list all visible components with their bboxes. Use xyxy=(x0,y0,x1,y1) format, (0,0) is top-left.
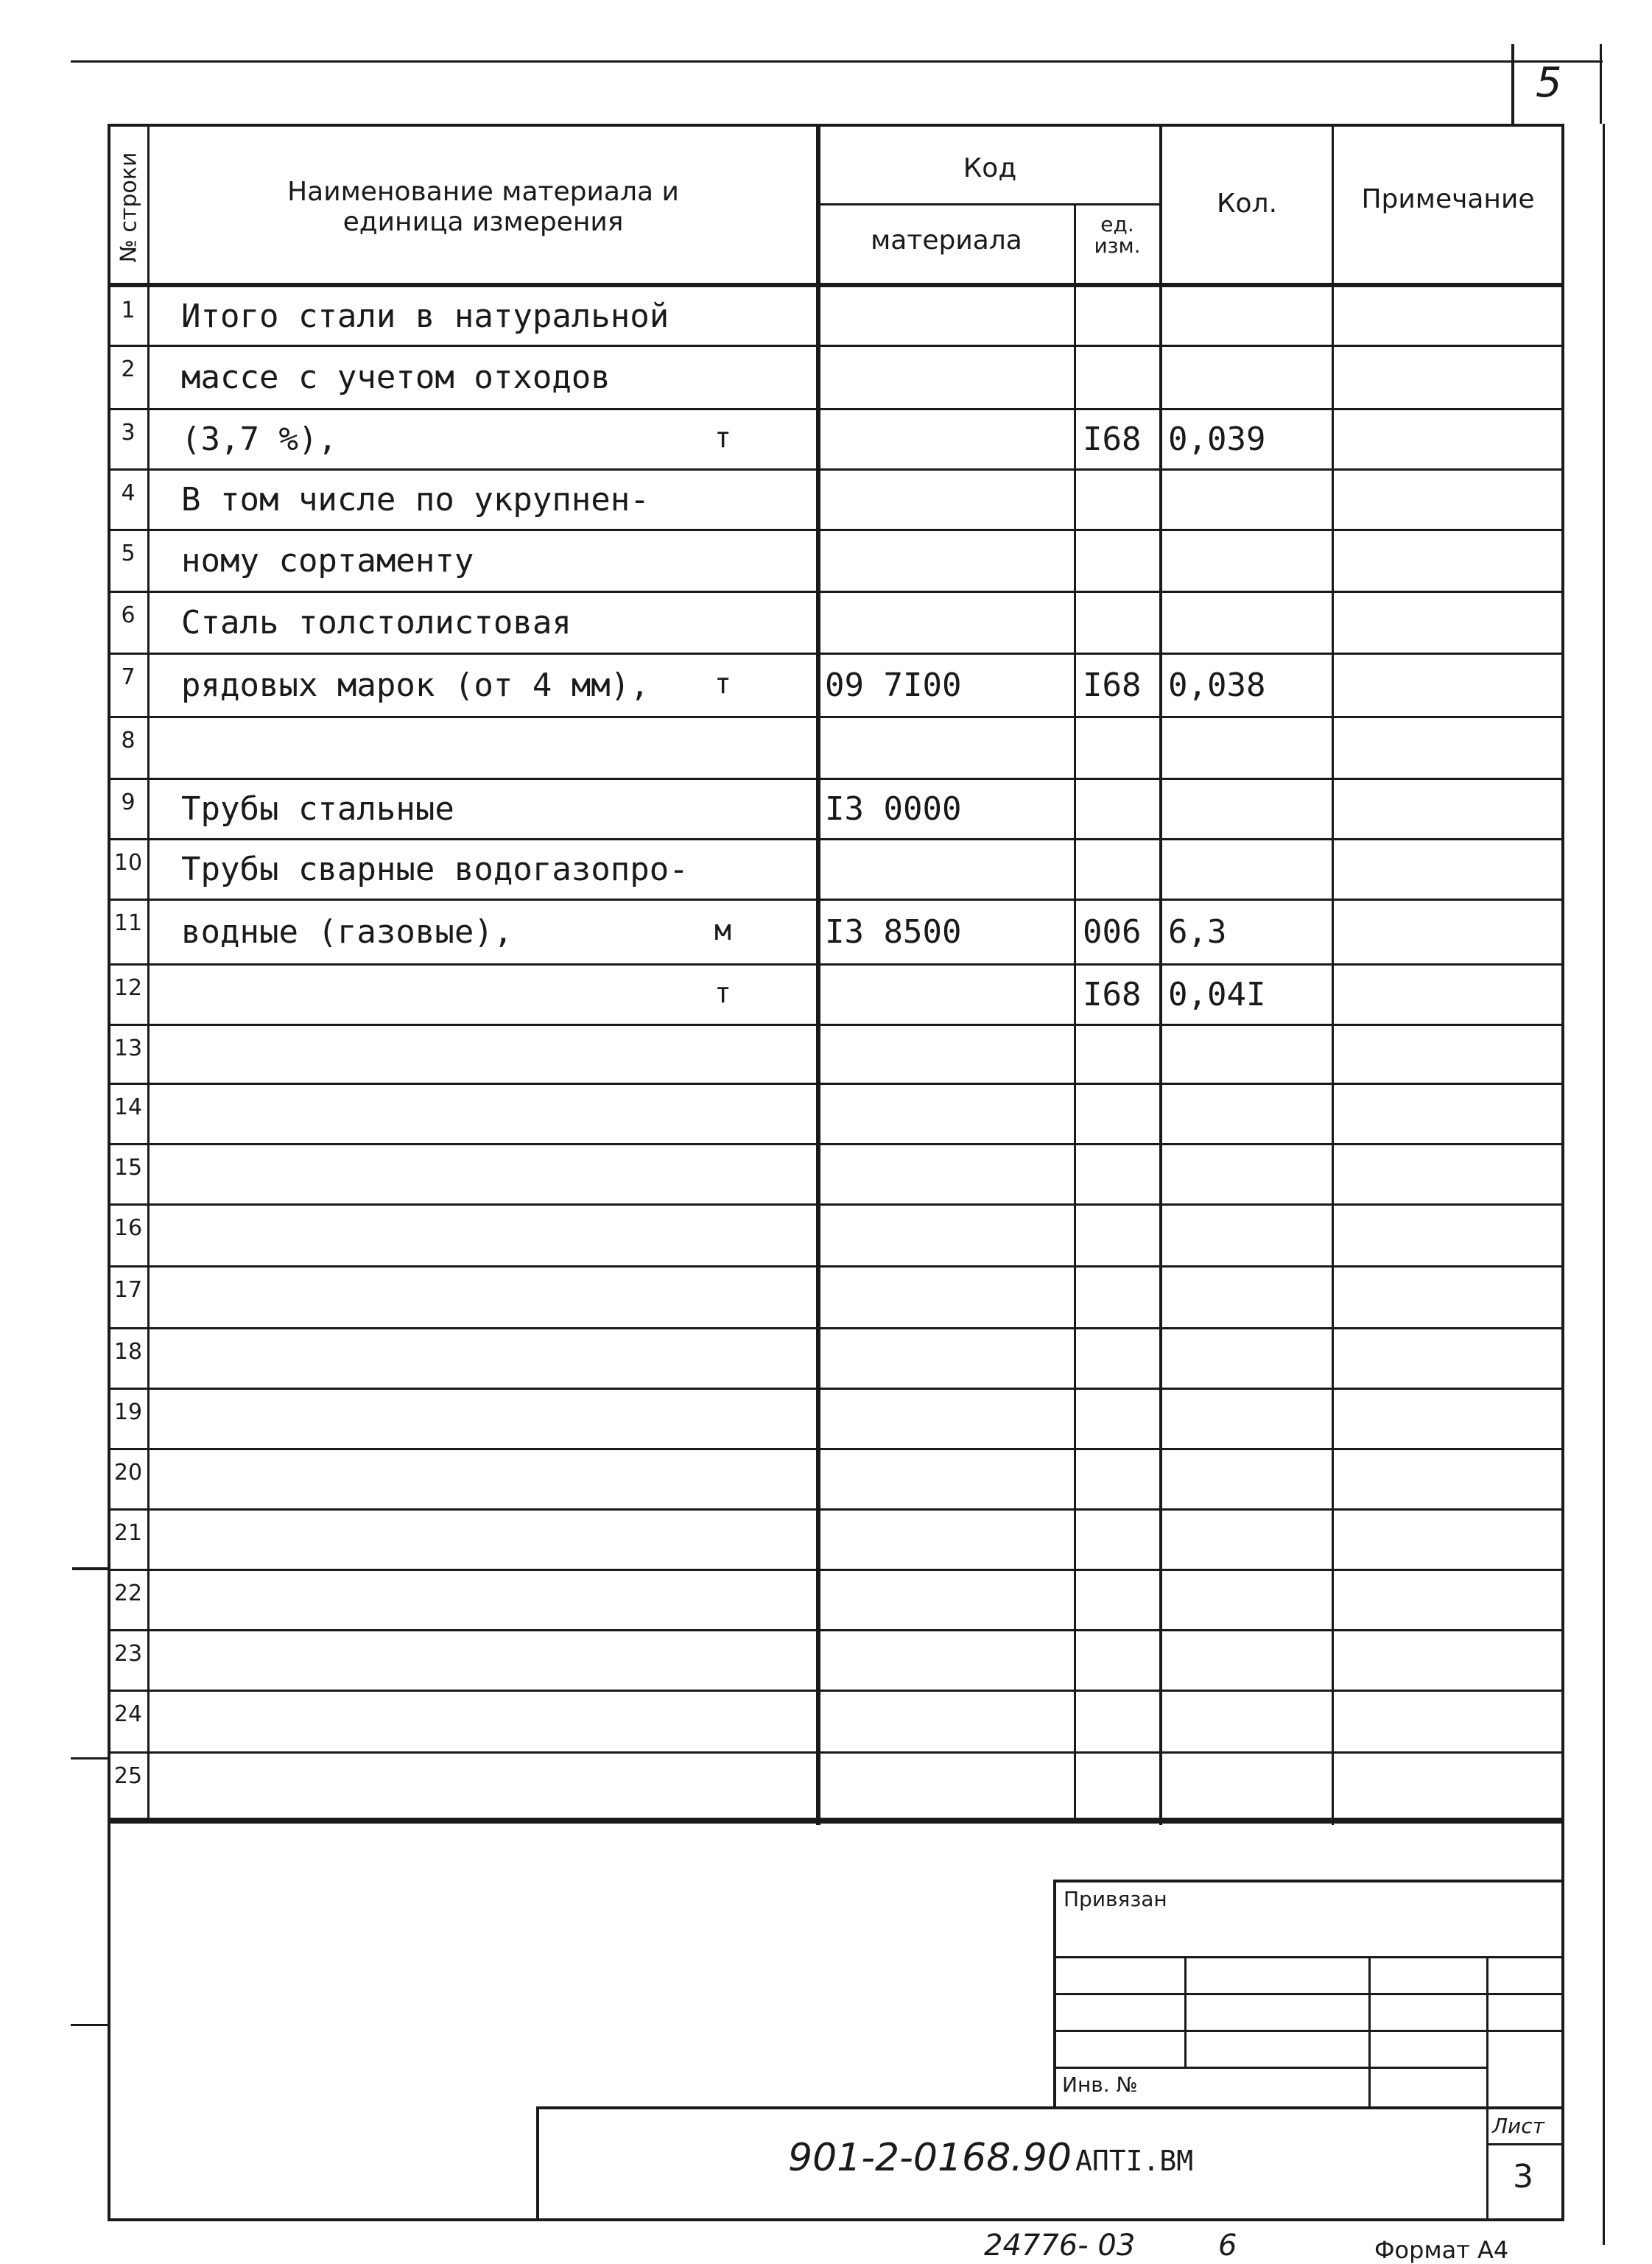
row-number: 22 xyxy=(113,1581,143,1606)
row-separator xyxy=(109,468,1563,471)
row-number: 15 xyxy=(113,1155,143,1181)
material-name: Трубы стальные xyxy=(181,790,454,828)
sheet-value: 3 xyxy=(1513,2158,1533,2196)
row-number: 23 xyxy=(113,1641,143,1667)
material-name: водные (газовые), xyxy=(181,913,513,951)
row-number: 25 xyxy=(113,1763,143,1789)
row-number: 21 xyxy=(113,1520,143,1546)
row-separator xyxy=(109,591,1563,593)
col-div-mat xyxy=(1074,203,1076,1824)
code-material-header: материала xyxy=(871,225,1022,256)
material-code: I3 0000 xyxy=(825,790,962,828)
row-separator xyxy=(109,1751,1563,1754)
row-number: 18 xyxy=(113,1339,143,1365)
code-header: Код xyxy=(963,153,1017,183)
row-separator xyxy=(109,1265,1563,1268)
row-number: 17 xyxy=(113,1277,143,1303)
row-number: 10 xyxy=(113,850,143,876)
material-name: ному сортаменту xyxy=(181,542,474,580)
frame-bottom xyxy=(108,2218,1564,2221)
doc-designation xyxy=(788,2136,1193,2180)
row-separator xyxy=(109,1083,1563,1085)
row-number: 14 xyxy=(113,1094,143,1120)
material-name: В том числе по укрупнен- xyxy=(181,481,650,518)
row-number: 1 xyxy=(121,298,136,323)
row-number: 2 xyxy=(121,356,136,382)
unit-name: т xyxy=(714,977,731,1009)
row-number: 9 xyxy=(121,790,136,815)
row-separator xyxy=(109,838,1563,840)
row-separator xyxy=(109,778,1563,780)
quantity: 6,3 xyxy=(1168,913,1227,951)
row-separator xyxy=(109,1143,1563,1145)
stamp-col-2 xyxy=(1368,1956,1371,2108)
corner-box-left xyxy=(1511,44,1514,124)
row-separator xyxy=(109,1629,1563,1631)
frame-right xyxy=(1561,124,1564,2221)
row-separator xyxy=(109,345,1563,347)
row-separator xyxy=(109,653,1563,655)
frame-left xyxy=(108,124,110,2221)
inv-no-label: Инв. № xyxy=(1062,2073,1138,2097)
title-block-top xyxy=(536,2106,1563,2109)
material-name: (3,7 %), xyxy=(181,421,337,458)
bound-label: Привязан xyxy=(1064,1887,1167,1911)
unit-name: м xyxy=(714,914,731,946)
stamp-col-3 xyxy=(1486,1956,1488,2218)
table-bottom xyxy=(109,1818,1563,1824)
material-name: Итого стали в натуральной xyxy=(181,298,669,335)
row-separator xyxy=(109,1569,1563,1571)
row-separator xyxy=(109,716,1563,718)
margin-mark-3 xyxy=(71,2024,110,2026)
order-number: 24776- 03 xyxy=(984,2229,1136,2263)
row-separator xyxy=(109,1508,1563,1511)
margin-mark-1 xyxy=(72,1567,110,1570)
margin-mark-2 xyxy=(71,1757,110,1759)
stamp-row-4 xyxy=(1055,2067,1488,2069)
row-separator xyxy=(109,963,1563,966)
title-block-left xyxy=(536,2106,539,2221)
row-number: 4 xyxy=(121,480,136,506)
stamp-col-1 xyxy=(1184,1956,1187,2067)
code-unit-header: ед. изм. xyxy=(1094,212,1141,259)
row-separator xyxy=(109,1690,1563,1692)
row-separator xyxy=(109,529,1563,531)
row-number: 12 xyxy=(113,975,143,1001)
qty-header: Кол. xyxy=(1216,189,1278,219)
header-code-split xyxy=(819,203,1161,205)
row-number: 19 xyxy=(113,1399,143,1425)
unit-code: 006 xyxy=(1083,913,1142,951)
unit-code: I68 xyxy=(1083,421,1142,458)
material-name: Трубы сварные водогазопро- xyxy=(181,851,689,888)
row-number: 13 xyxy=(113,1036,143,1061)
material-name: массе с учетом отходов xyxy=(181,359,611,396)
row-number: 16 xyxy=(113,1215,143,1241)
sheet-label: Лист xyxy=(1492,2114,1544,2138)
doc-number: 901-2-0168.90 xyxy=(788,2136,1072,2180)
corner-box-right xyxy=(1600,44,1602,124)
frame-outer-right xyxy=(1603,124,1605,2245)
material-name: Сталь толстолистовая xyxy=(181,604,572,641)
row-number: 11 xyxy=(113,910,143,936)
unit-name: т xyxy=(714,667,731,700)
row-number: 6 xyxy=(121,602,136,628)
copy-number: 6 xyxy=(1218,2229,1237,2263)
sheet-label-divider xyxy=(1488,2143,1563,2145)
row-number: 7 xyxy=(121,664,136,690)
stamp-top xyxy=(1053,1880,1563,1882)
header-bottom xyxy=(109,283,1563,287)
frame-top xyxy=(109,124,1564,127)
row-separator xyxy=(109,1203,1563,1206)
quantity: 0,039 xyxy=(1168,421,1266,458)
top-rule xyxy=(71,60,1603,63)
material-code: 09 7I00 xyxy=(825,667,962,704)
unit-code: I68 xyxy=(1083,667,1142,704)
row-number: 20 xyxy=(113,1460,143,1486)
row-number: 8 xyxy=(121,728,136,753)
unit-code: I68 xyxy=(1083,976,1142,1013)
row-separator xyxy=(109,1024,1563,1026)
material-name: рядовых марок (от 4 мм), xyxy=(181,667,650,704)
row-number: 24 xyxy=(113,1701,143,1727)
sheet-corner-number: 5 xyxy=(1536,59,1562,107)
col-div-rownum xyxy=(147,124,150,1818)
row-number: 3 xyxy=(121,420,136,446)
quantity: 0,038 xyxy=(1168,667,1266,704)
note-header: Примечание xyxy=(1361,184,1535,214)
row-number: 5 xyxy=(121,541,136,566)
row-separator xyxy=(109,1327,1563,1329)
material-code: I3 8500 xyxy=(825,913,962,951)
row-separator xyxy=(109,1388,1563,1390)
name-header: Наименование материала и единица измерения xyxy=(287,177,679,238)
quantity: 0,04I xyxy=(1168,976,1266,1013)
doc-suffix: АПТI.ВМ xyxy=(1075,2145,1194,2177)
unit-name: т xyxy=(714,421,731,454)
row-no-header: № строки xyxy=(116,152,142,262)
format-label: Формат А4 xyxy=(1374,2236,1509,2264)
row-separator xyxy=(109,408,1563,410)
row-separator xyxy=(109,1448,1563,1450)
row-separator xyxy=(109,899,1563,901)
